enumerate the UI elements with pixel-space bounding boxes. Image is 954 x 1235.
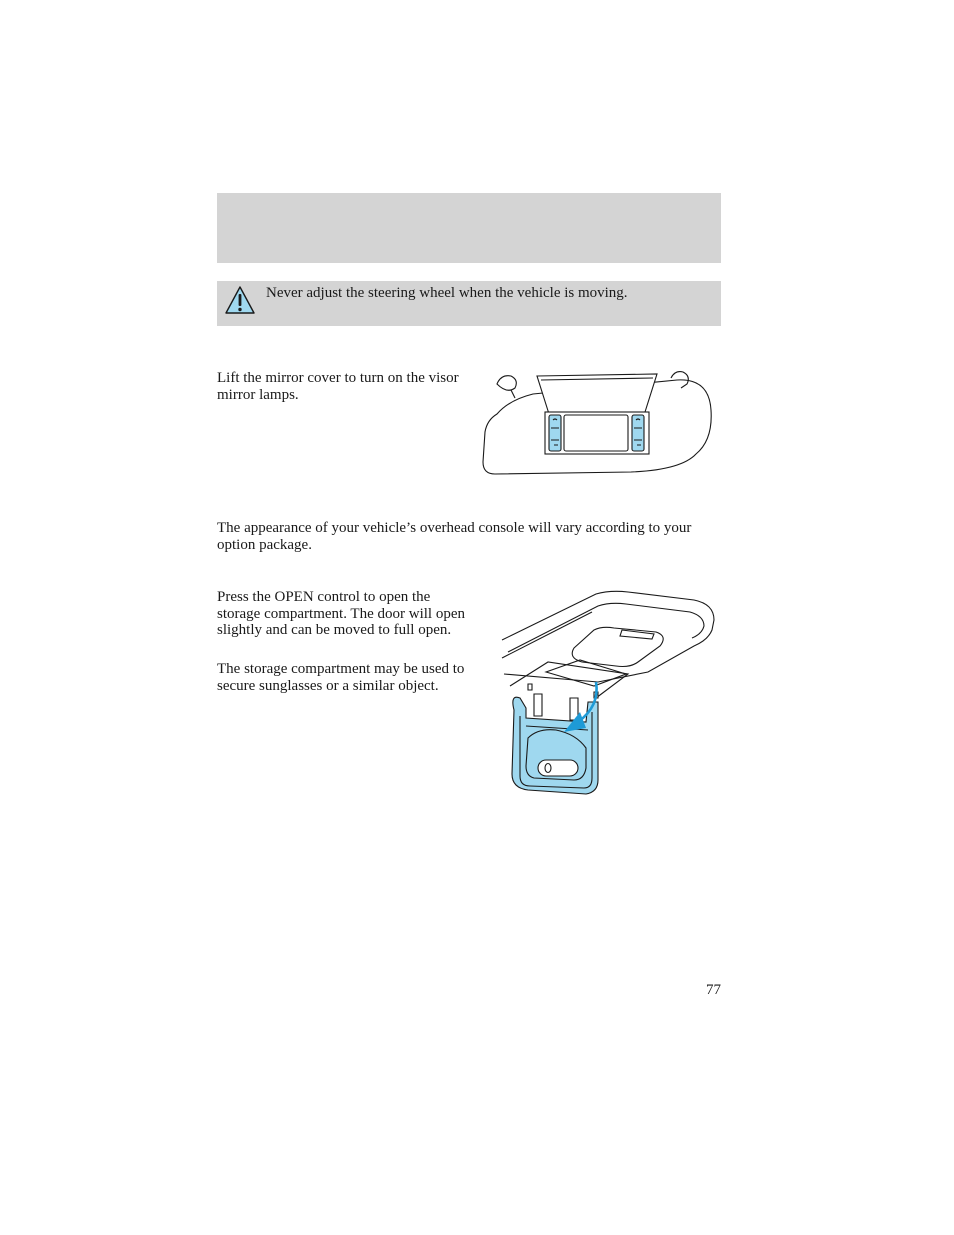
overhead-console-illustration xyxy=(498,590,720,796)
section-header-bar xyxy=(217,193,721,263)
visor-mirror-illustration xyxy=(481,370,715,478)
warning-text: Never adjust the steering wheel when the vehicle is moving. xyxy=(266,285,628,301)
visor-mirror-text: Lift the mirror cover to turn on the visor mirror lamps. xyxy=(217,370,459,403)
storage-compartment-note: The storage compartment may be used to secure sunglasses or a similar object. xyxy=(217,661,465,694)
warning-box xyxy=(217,281,721,326)
page-number: 77 xyxy=(706,982,721,998)
warning-triangle-icon xyxy=(224,285,256,315)
open-control-instructions: Press the OPEN control to open the storage compartment. The door will open slightly and can be moved to full open. xyxy=(217,589,465,638)
overhead-console-intro: The appearance of your vehicle’s overhead console will vary according to your option package. xyxy=(217,520,692,553)
